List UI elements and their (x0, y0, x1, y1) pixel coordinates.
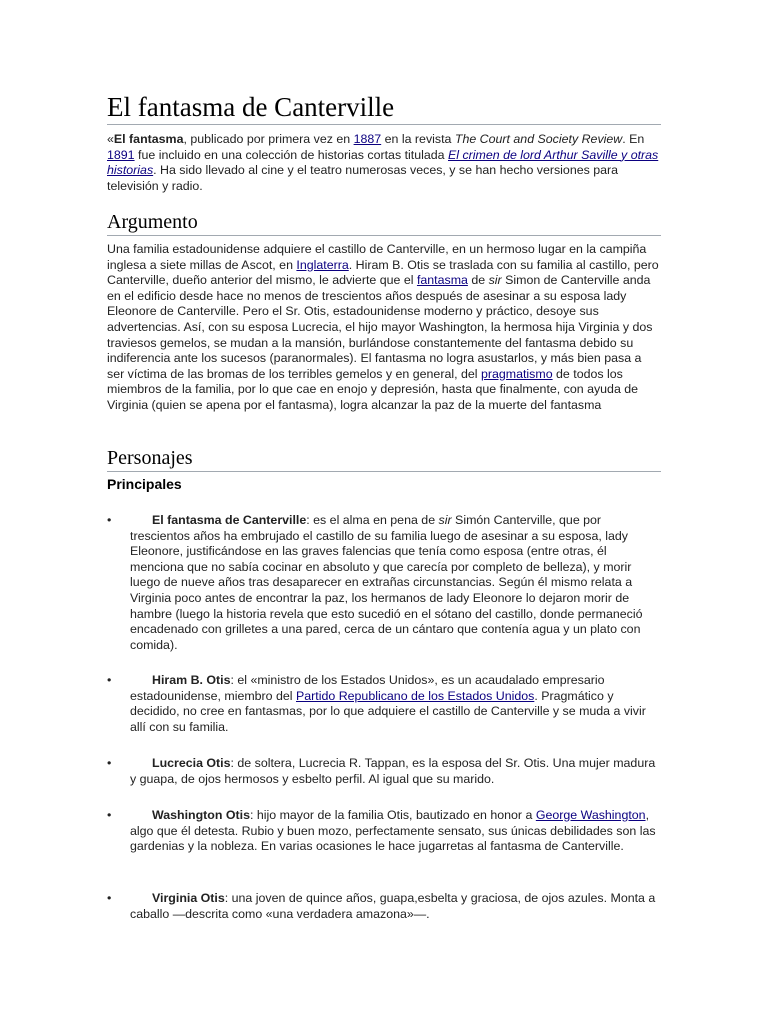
intro-paragraph (107, 132, 661, 194)
intro-text: fue incluido en una colección de historias cortas titulada (134, 147, 448, 162)
character-description (130, 891, 661, 922)
character-name: Lucrecia Otis (152, 756, 231, 770)
character-item-hiram (107, 673, 661, 735)
character-item-virginia (107, 891, 661, 922)
character-name: Virginia Otis (152, 891, 225, 905)
link-partido-republicano[interactable]: Partido Republicano de los Estados Unidos (296, 688, 535, 703)
character-name: Washington Otis (152, 808, 250, 822)
character-text: : hijo mayor de la familia Otis, bautizado en honor a (249, 808, 536, 822)
intro-text: . En (622, 132, 645, 146)
intro-magazine-title: The Court and Society Review (454, 132, 623, 146)
argumento-text: de (467, 273, 489, 288)
intro-text: . Ha sido llevado al cine y el teatro numerosas veces, y se han hecho versiones para televisión y radio. (107, 163, 619, 193)
bullet: • (107, 808, 112, 822)
bullet: • (107, 513, 112, 527)
character-text: : es el alma en pena de (306, 513, 439, 527)
link-fantasma[interactable]: fantasma (416, 273, 468, 288)
character-description (130, 808, 661, 855)
link-george-washington[interactable]: George Washington (535, 808, 646, 822)
link-el-crimen-de-lord-arthur-saville[interactable]: El crimen de lord Arthur Saville y otras historias (107, 147, 659, 178)
argumento-text: Una familia estadounidense adquiere el castillo de Canterville, en un hermoso lugar en la campiña inglesa a siete millas de Ascot, en (107, 242, 647, 272)
heading-principales: Principales (107, 476, 182, 492)
character-description (130, 513, 661, 653)
argumento-text: de todos los miembros de la familia, por lo que cae en enojo y depresión, hasta que finalmente, con ayuda de Virginia (quien se apena por el fantasma), logra alcanzar la paz de la muerte del fantasma (107, 366, 639, 412)
character-description (130, 673, 661, 735)
character-item-fantasma (107, 513, 661, 653)
character-italic: sir (438, 513, 452, 527)
link-1891[interactable]: 1891 (107, 147, 135, 162)
intro-text: « (107, 132, 114, 146)
page-title: El fantasma de Canterville (107, 91, 661, 125)
intro-text: en la revista (381, 132, 455, 146)
argumento-paragraph (107, 242, 661, 414)
character-text: : una joven de quince años, guapa,esbelta y graciosa, de ojos azules. Monta a caballo —descrita como «una verdadera amazona»—. (130, 891, 656, 921)
character-name: El fantasma de Canterville (152, 513, 307, 527)
link-inglaterra[interactable]: Inglaterra (296, 257, 349, 272)
character-name: Hiram B. Otis (152, 673, 231, 687)
heading-argumento: Argumento (107, 210, 661, 236)
argumento-text: Simon de Canterville anda en el edificio desde hace no menos de trescientos años después de asesinar a su esposa lady Eleonore de Canterville. Pero el Sr. Otis, estadounidense moderno y práctico, desoye sus advertencias. Así, con su esposa Lucrecia, el hijo mayor Washington, la hermosa hija Virginia y dos traviesos gemelos, se mudan a la mansión, burlándose constantemente del fantasma debido su indiferencia ante los sucesos (paranormales). El fantasma no logra asustarlos, y más bien pasa a ser víctima de las bromas de los terribles gemelos y en general, del (107, 273, 653, 381)
character-text: . Pragmático y decidido, no cree en fantasmas, por lo que adquiere el castillo de Canterville y se muda a vivir allí con su familia. (130, 688, 646, 734)
bullet: • (107, 891, 112, 905)
character-description (130, 756, 661, 787)
character-item-washington (107, 808, 661, 855)
character-text: Simón Canterville, que por trescientos años ha embrujado el castillo de su familia luego de asesinar a su esposa, lady Eleonore, justificándose en las graves falencias que tenía como esposa (entre otras, él menciona que no sabía cocinar en absoluto y que carecía por completo de belleza), y morir luego de nueve años tras desaparecer en extrañas circunstancias. Según él mismo relata a Virginia poco antes de encontrar la paz, los hermanos de lady Eleonore lo dejaron morir de hambre (luego la historia revela que esto sucedió en el sótano del castillo, donde permaneció encadenado con grilletes a una pared, cerca de un cántaro que contenía agua y un plato con comida). (130, 513, 643, 652)
bullet: • (107, 673, 112, 687)
character-text: : de soltera, Lucrecia R. Tappan, es la esposa del Sr. Otis. Una mujer madura y guapa, de ojos hermosos y esbelto perfil. Al igual que su marido. (130, 756, 656, 786)
argumento-text: . Hiram B. Otis se traslada con su familia al castillo, pero Canterville, dueño anterior del mismo, le advierte que el (107, 257, 659, 288)
link-pragmatismo[interactable]: pragmatismo (480, 366, 553, 381)
heading-personajes: Personajes (107, 446, 661, 472)
link-1887[interactable]: 1887 (353, 132, 382, 146)
bullet: • (107, 756, 112, 770)
character-text: , algo que él detesta. Rubio y buen mozo, perfectamente sensato, sus únicas debilidades son las gardenias y la nobleza. En varias ocasiones le hace jugarretas al fantasma de Canterville. (130, 808, 656, 854)
character-text: : el «ministro de los Estados Unidos», es un acaudalado empresario estadounidense, miembro del (130, 673, 605, 703)
character-item-lucrecia (107, 756, 661, 787)
argumento-italic: sir (488, 273, 502, 288)
intro-bold-title: El fantasma (113, 132, 184, 146)
intro-text: , publicado por primera vez en (183, 132, 354, 146)
